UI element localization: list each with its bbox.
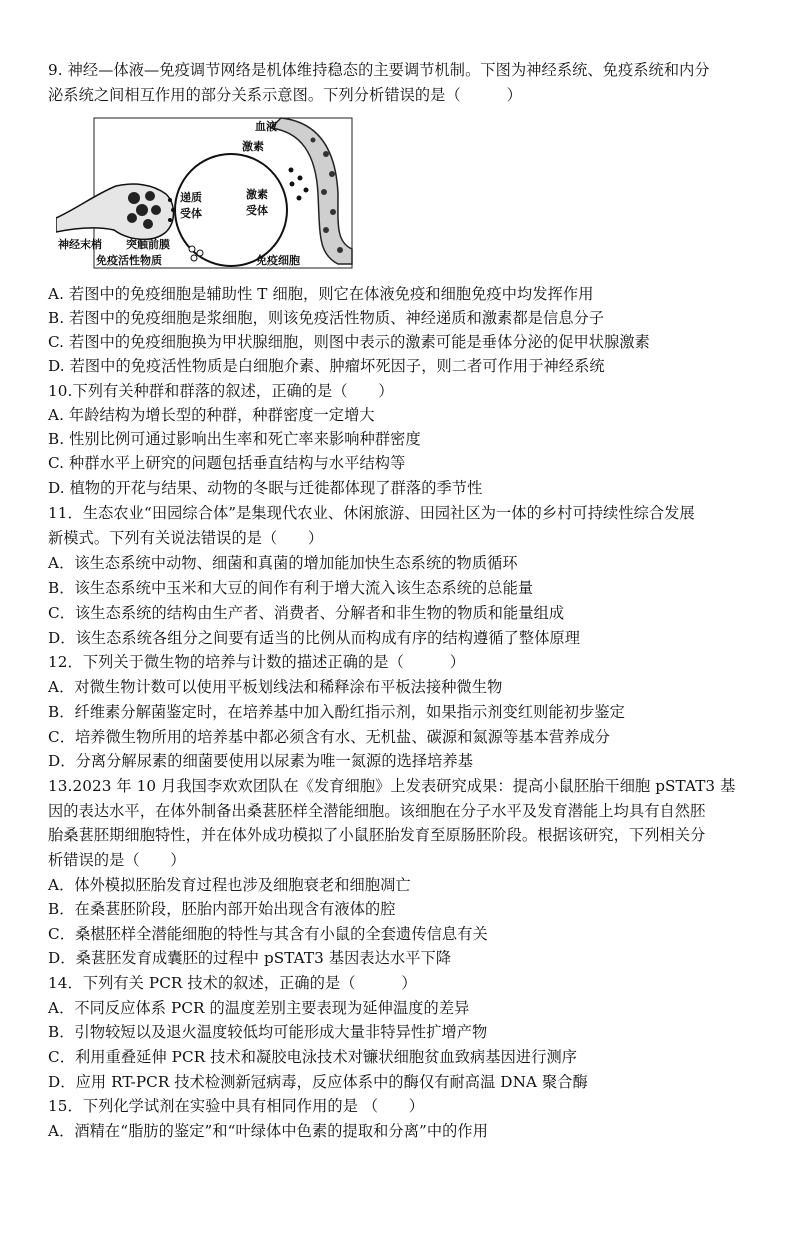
q9-option-b: B. 若图中的免疫细胞是浆细胞，则该免疫活性物质、神经递质和激素都是信息分子 bbox=[48, 309, 605, 327]
label-blood: 血液 bbox=[255, 120, 277, 133]
label-nerve-ending: 神经末梢 bbox=[58, 238, 102, 251]
q10-stem: 10.下列有关种群和群落的叙述，正确的是（ ） bbox=[48, 382, 394, 400]
q9-stem-line1: 9. 神经—体液—免疫调节网络是机体维持稳态的主要调节机制。下图为神经系统、免疫系统和内分 bbox=[48, 61, 710, 79]
q14-option-a: A．不同反应体系 PCR 的温度差别主要表现为延伸温度的差异 bbox=[48, 999, 470, 1017]
q12-option-c: C．培养微生物所用的培养基中都必须含有水、无机盐、碳源和氮源等基本营养成分 bbox=[48, 728, 611, 746]
q11-option-a: A．该生态系统中动物、细菌和真菌的增加能加快生态系统的物质循环 bbox=[48, 554, 518, 572]
q10-option-d: D. 植物的开花与结果、动物的冬眠与迁徙都体现了群落的季节性 bbox=[48, 479, 483, 497]
label-presynaptic-membrane: 突触前膜 bbox=[126, 238, 170, 251]
q9-option-c: C. 若图中的免疫细胞换为甲状腺细胞，则图中表示的激素可能是垂体分泌的促甲状腺激素 bbox=[48, 333, 650, 351]
q15-option-a: A．酒精在“脂肪的鉴定”和“叶绿体中色素的提取和分离”中的作用 bbox=[48, 1122, 488, 1140]
q9-diagram bbox=[56, 114, 356, 272]
q11-option-d: D．该生态系统各组分之间要有适当的比例从而构成有序的结构遵循了整体原理 bbox=[48, 629, 581, 647]
q12-option-a: A．对微生物计数可以使用平板划线法和稀释涂布平板法接种微生物 bbox=[48, 678, 503, 696]
label-immune-cell: 免疫细胞 bbox=[256, 254, 300, 267]
q13-option-c: C．桑椹胚样全潜能细胞的特性与其含有小鼠的全套遗传信息有关 bbox=[48, 925, 488, 943]
q14-option-d: D．应用 RT-PCR 技术检测新冠病毒，反应体系中的酶仅有耐高温 DNA 聚合酶 bbox=[48, 1073, 588, 1091]
label-hormone: 激素 bbox=[242, 140, 264, 153]
q14-option-b: B．引物较短以及退火温度较低均可能形成大量非特异性扩增产物 bbox=[48, 1023, 488, 1041]
q9-option-a: A. 若图中的免疫细胞是辅助性 T 细胞，则它在体液免疫和细胞免疫中均发挥作用 bbox=[48, 285, 594, 303]
q11-stem-line2: 新模式。下列有关说法错误的是（ ） bbox=[48, 529, 324, 547]
q12-option-b: B．纤维素分解菌鉴定时，在培养基中加入酚红指示剂，如果指示剂变红则能初步鉴定 bbox=[48, 703, 625, 721]
q15-stem: 15．下列化学试剂在实验中具有相同作用的是 （ ） bbox=[48, 1097, 425, 1115]
q13-stem-line4: 析错误的是（ ） bbox=[48, 851, 186, 869]
q13-option-a: A．体外模拟胚胎发育过程也涉及细胞衰老和细胞凋亡 bbox=[48, 876, 411, 894]
q13-stem-line1: 13.2023 年 10 月我国李欢欢团队在《发育细胞》上发表研究成果：提高小鼠胚胎干细胞 pSTAT3 基 bbox=[48, 777, 736, 795]
q9-option-d: D. 若图中的免疫活性物质是白细胞介素、肿瘤坏死因子，则二者可作用于神经系统 bbox=[48, 357, 605, 375]
q14-stem: 14．下列有关 PCR 技术的叙述，正确的是（ ） bbox=[48, 974, 417, 992]
q11-option-b: B．该生态系统中玉米和大豆的间作有利于增大流入该生态系统的总能量 bbox=[48, 579, 534, 597]
q14-option-c: C．利用重叠延伸 PCR 技术和凝胶电泳技术对镰状细胞贫血致病基因进行测序 bbox=[48, 1048, 578, 1066]
q11-stem-line1: 11．生态农业“田园综合体”是集现代农业、休闲旅游、田园社区为一体的乡村可持续性综合发展 bbox=[48, 504, 695, 522]
label-immune-active-substance: 免疫活性物质 bbox=[96, 254, 162, 267]
hormone-molecules bbox=[289, 168, 309, 201]
label-transmitter-receptor-1: 递质 bbox=[180, 191, 202, 204]
label-hormone-receptor-1: 激素 bbox=[246, 188, 268, 201]
q12-stem: 12．下列关于微生物的培养与计数的描述正确的是（ ） bbox=[48, 653, 466, 671]
q9-stem-line2: 泌系统之间相互作用的部分关系示意图。下列分析错误的是（ ） bbox=[48, 86, 522, 104]
q13-option-b: B．在桑葚胚阶段，胚胎内部开始出现含有液体的腔 bbox=[48, 900, 396, 918]
q11-option-c: C．该生态系统的结构由生产者、消费者、分解者和非生物的物质和能量组成 bbox=[48, 604, 565, 622]
q10-option-a: A. 年龄结构为增长型的种群，种群密度一定增大 bbox=[48, 406, 375, 424]
q13-stem-line2: 因的表达水平，在体外制备出桑葚胚样全潜能细胞。该细胞在分子水平及发育潜能上均具有自然胚 bbox=[48, 802, 706, 820]
q12-option-d: D．分离分解尿素的细菌要使用以尿素为唯一氮源的选择培养基 bbox=[48, 752, 474, 770]
label-hormone-receptor-2: 受体 bbox=[246, 204, 268, 217]
q10-option-b: B. 性别比例可通过影响出生率和死亡率来影响种群密度 bbox=[48, 430, 421, 448]
q10-option-c: C. 种群水平上研究的问题包括垂直结构与水平结构等 bbox=[48, 454, 406, 472]
q13-stem-line3: 胎桑葚胚期细胞特性，并在体外成功模拟了小鼠胚胎发育至原肠胚阶段。根据该研究，下列相关分 bbox=[48, 826, 706, 844]
q13-option-d: D．桑葚胚发育成囊胚的过程中 pSTAT3 基因表达水平下降 bbox=[48, 949, 452, 967]
label-transmitter-receptor-2: 受体 bbox=[180, 207, 202, 220]
